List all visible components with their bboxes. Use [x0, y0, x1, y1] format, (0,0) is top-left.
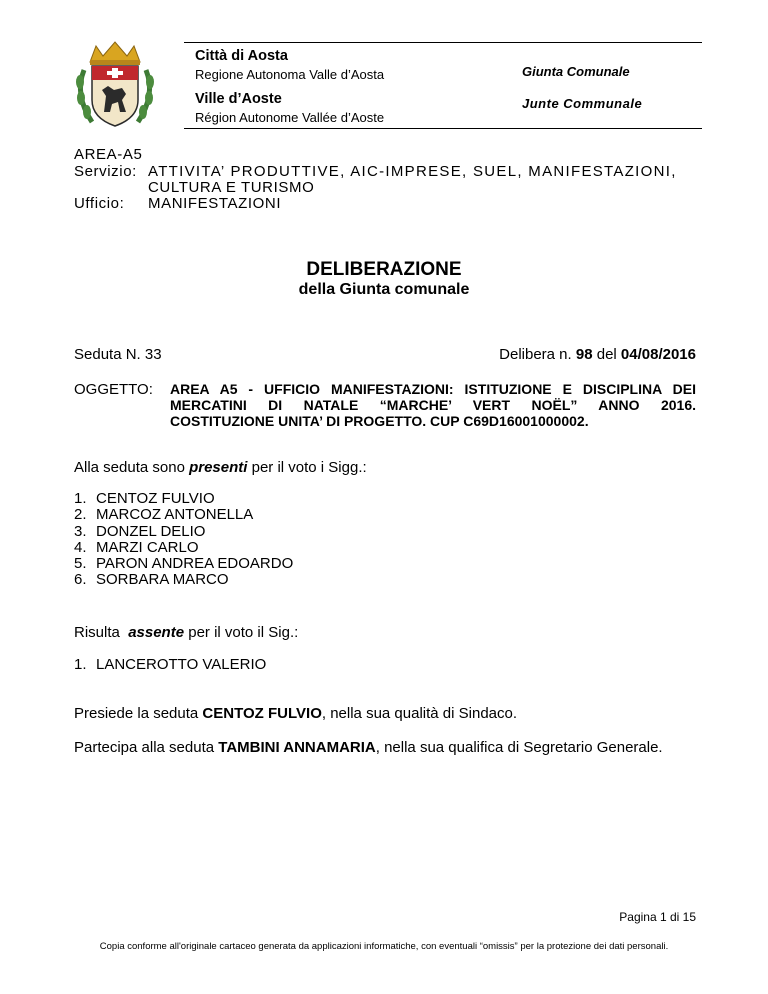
organ-name-french: Junte Communale	[522, 96, 643, 111]
region-name-italian: Regione Autonoma Valle d’Aosta	[195, 67, 385, 82]
city-name-italian: Città di Aosta	[195, 48, 288, 64]
area-code: AREA-A5	[74, 146, 143, 163]
segretario-statement	[74, 739, 663, 756]
list-item	[74, 491, 293, 507]
list-item	[74, 507, 293, 523]
document-title: DELIBERAZIONE	[306, 259, 462, 280]
header-top-rule	[184, 42, 702, 43]
delibera-prefix: Delibera n.	[499, 346, 576, 363]
region-name-french: Région Autonome Vallée d’Aoste	[195, 110, 385, 125]
assenti-list-item	[74, 656, 266, 673]
servizio-value-line1: ATTIVITA’ PRODUTTIVE, AIC-IMPRESE, SUEL, MANIFESTAZIONI,	[148, 163, 677, 180]
aosta-coat-of-arms-logo	[70, 40, 160, 130]
list-item-name: MARZI CARLO	[96, 538, 199, 556]
presidenza-after: , nella sua qualità di Sindaco.	[321, 705, 518, 722]
organ-name-italian: Giunta Comunale	[522, 64, 630, 79]
list-item-number: 6.	[74, 571, 87, 589]
list-item	[74, 524, 293, 540]
presenti-intro-before: Alla seduta sono	[74, 459, 190, 476]
ufficio-value: MANIFESTAZIONI	[148, 195, 282, 212]
oggetto-line-1: AREA A5 - UFFICIO MANIFESTAZIONI: ISTITUZIONE E DISCIPLINA DEI	[170, 381, 696, 397]
presenti-list	[74, 491, 293, 589]
list-item-name: CENTOZ FULVIO	[96, 490, 215, 507]
session-number: Seduta N. 33	[74, 346, 162, 363]
header-bottom-rule	[184, 128, 702, 129]
delibera-number: 98	[575, 346, 593, 363]
segretario-after: , nella sua qualifica di Segretario Generale.	[375, 739, 663, 756]
oggetto-label: OGGETTO:	[74, 381, 153, 398]
list-item	[74, 572, 293, 588]
list-item	[74, 540, 293, 556]
assenti-intro-before: Risulta	[74, 624, 129, 641]
footer-disclaimer: Copia conforme all'originale cartaceo generata da applicazioni informatiche, con eventuali “omissis” per la protezione dei dati personali.	[99, 941, 669, 952]
presenti-intro	[74, 459, 367, 476]
ufficio-label: Ufficio:	[74, 195, 125, 212]
delibera-reference	[472, 346, 696, 363]
servizio-label: Servizio:	[74, 163, 137, 180]
presidenza-statement	[74, 705, 517, 722]
assenti-emphasis: assente	[128, 624, 185, 641]
list-item-number: 1.	[74, 490, 87, 507]
oggetto-line-2: MERCATINI DI NATALE “MARCHE’ VERT NOËL” ANNO 2016.	[170, 397, 696, 413]
oggetto-line-3: COSTITUZIONE UNITA’ DI PROGETTO. CUP C69D16001000002.	[170, 413, 589, 429]
list-item-number: 1.	[74, 656, 87, 673]
list-item-number: 5.	[74, 555, 87, 573]
segretario-before: Partecipa alla seduta	[74, 739, 219, 756]
delibera-date: 04/08/2016	[620, 346, 696, 363]
list-item-name: MARCOZ ANTONELLA	[96, 506, 254, 524]
list-item-name: LANCEROTTO VALERIO	[96, 656, 267, 673]
delibera-mid: del	[592, 346, 621, 363]
page-number: Pagina 1 di 15	[619, 910, 696, 924]
presidente-name: CENTOZ FULVIO	[202, 705, 322, 722]
list-item	[74, 556, 293, 572]
list-item-name: PARON ANDREA EDOARDO	[96, 555, 294, 573]
segretario-name: TAMBINI ANNAMARIA	[218, 739, 376, 756]
presidenza-before: Presiede la seduta	[74, 705, 203, 722]
presenti-emphasis: presenti	[189, 459, 248, 476]
servizio-value-line2: CULTURA E TURISMO	[148, 179, 315, 196]
list-item-number: 4.	[74, 538, 87, 556]
document-subtitle: della Giunta comunale	[298, 281, 470, 298]
presenti-intro-after: per il voto i Sigg.:	[247, 459, 367, 476]
list-item-number: 3.	[74, 522, 87, 540]
assenti-intro-after: per il voto il Sig.:	[184, 624, 299, 641]
list-item-name: DONZEL DELIO	[96, 522, 206, 540]
city-name-french: Ville d’Aoste	[195, 91, 282, 107]
assenti-intro	[74, 624, 298, 641]
list-item-number: 2.	[74, 506, 87, 524]
list-item-name: SORBARA MARCO	[96, 571, 229, 589]
